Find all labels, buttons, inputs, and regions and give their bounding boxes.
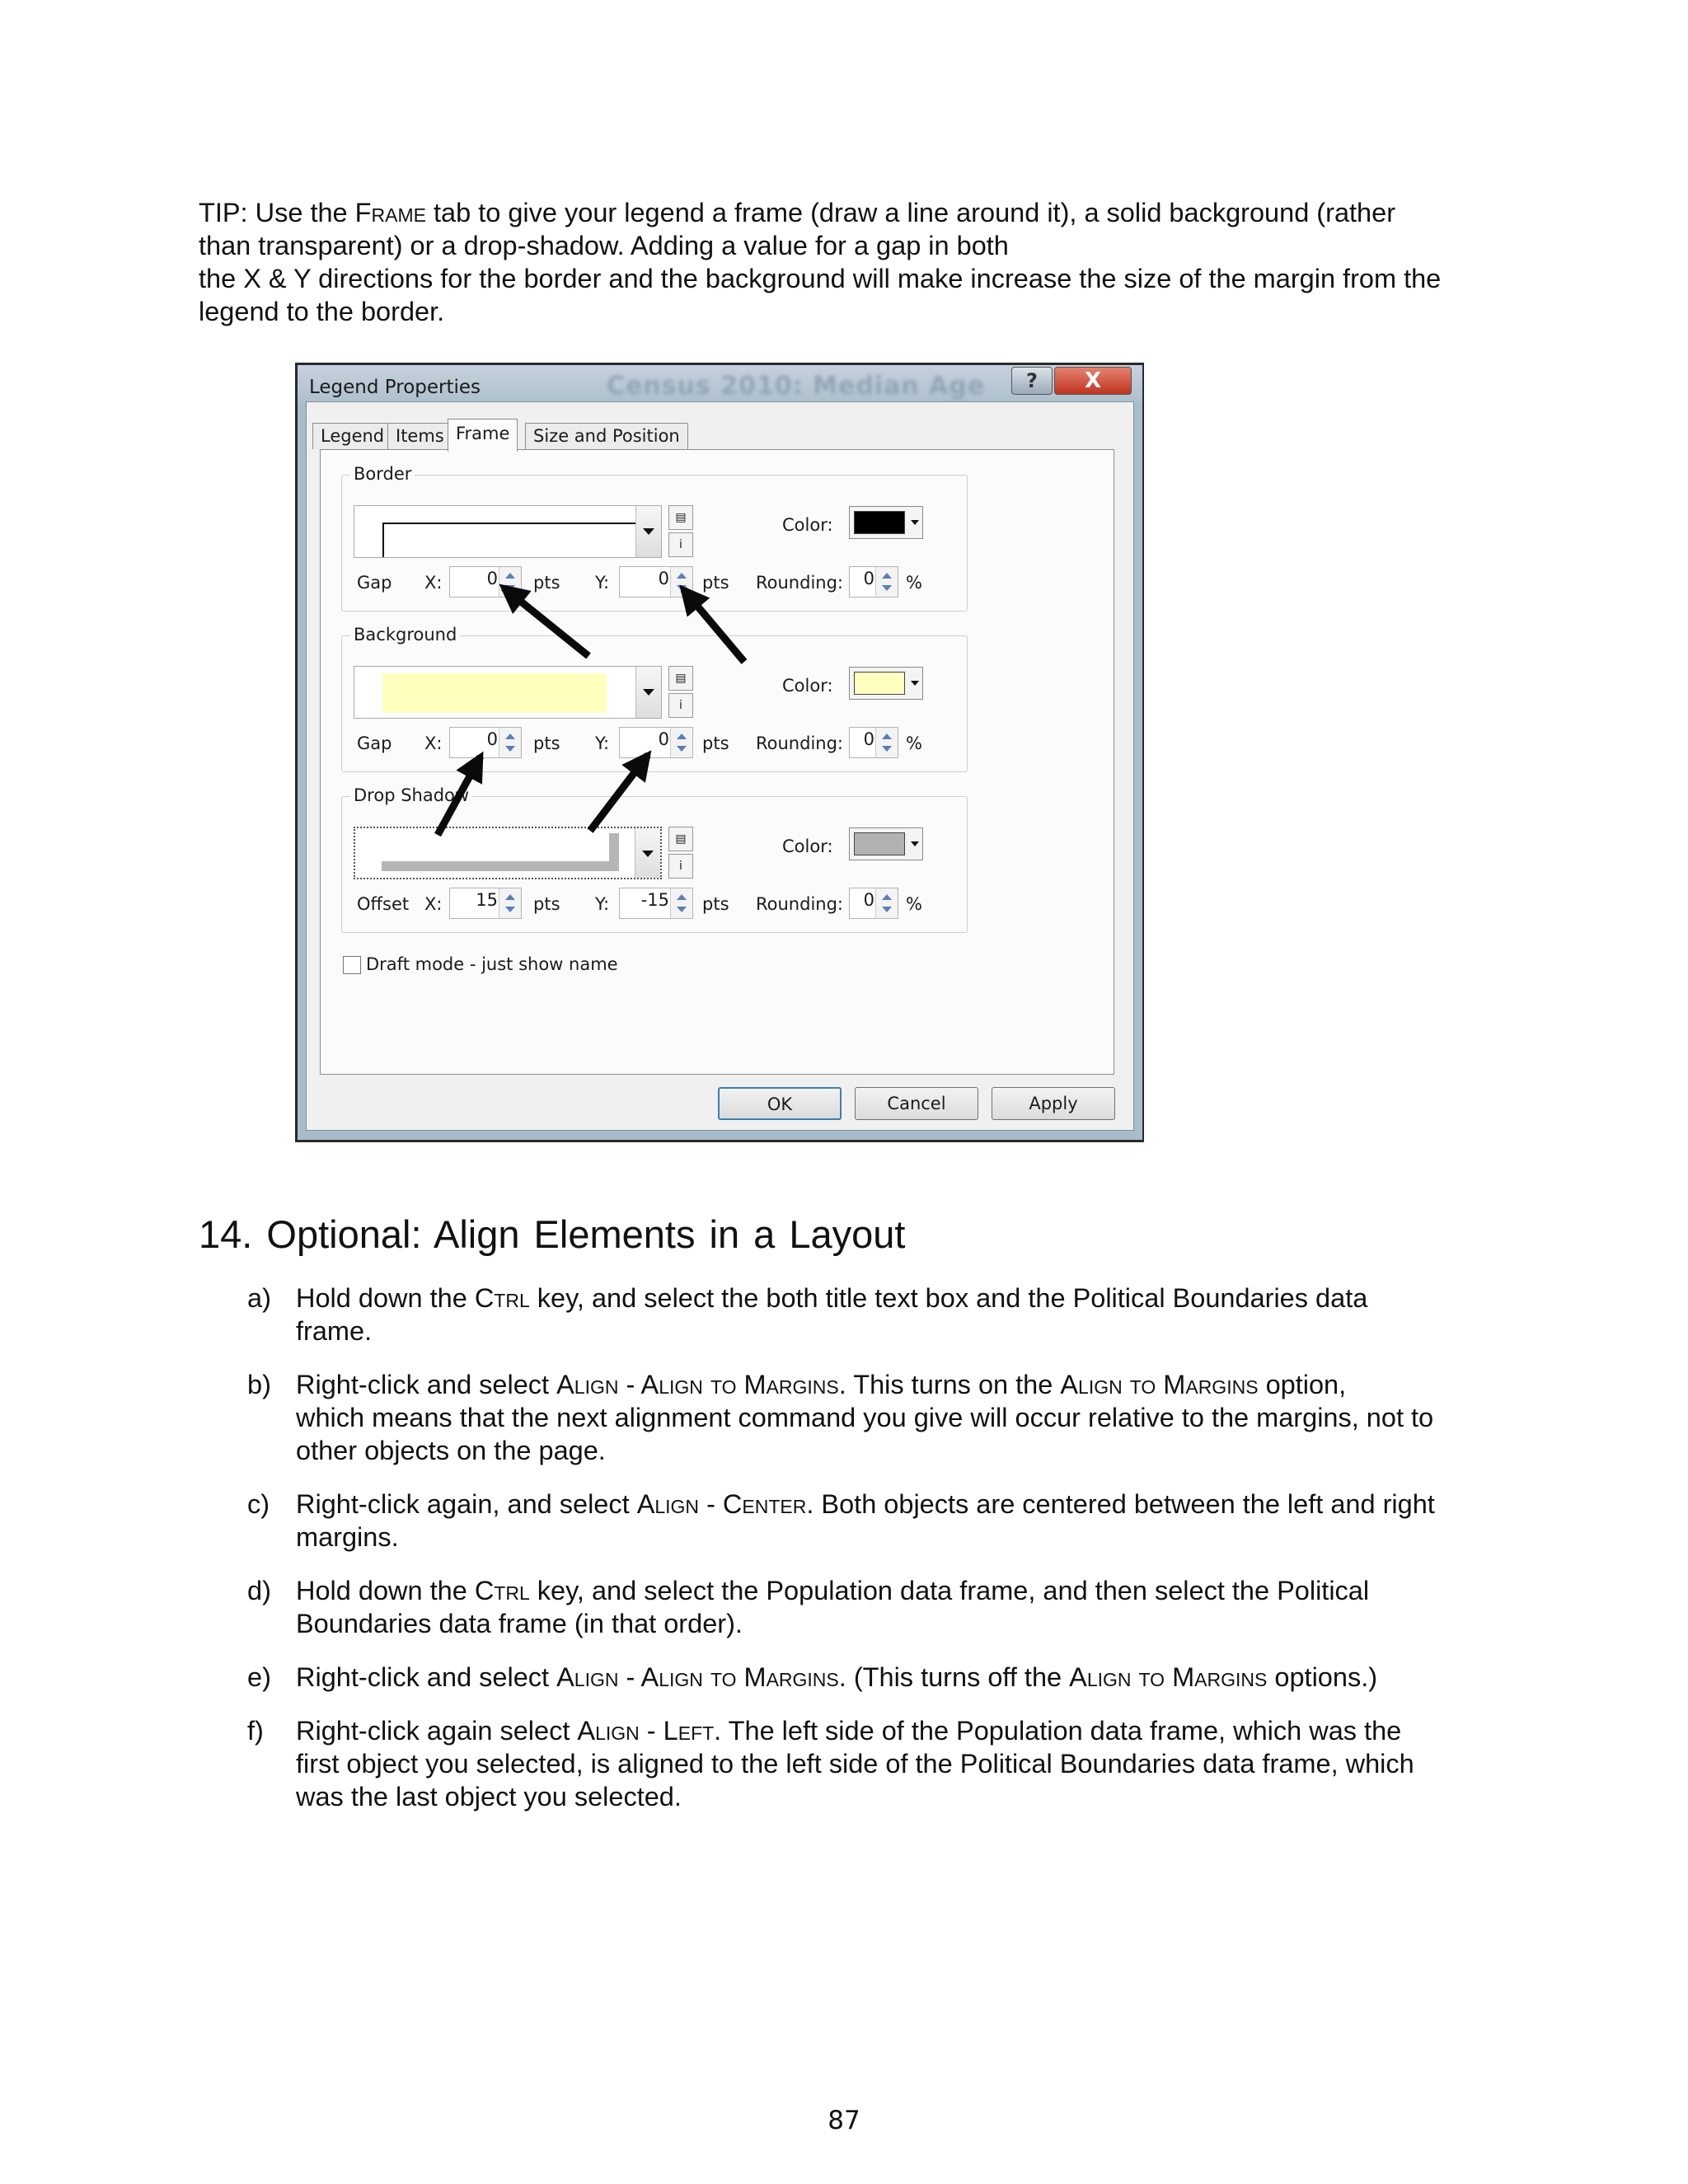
step-marker: b) <box>247 1370 271 1399</box>
text-segment: the X & Y directions for the border and the background will make increase the size of the margin from the <box>199 264 1442 293</box>
section-title: 14. Optional: Align Elements in a Layout <box>199 1212 906 1256</box>
step-marker: a) <box>247 1283 271 1313</box>
dialog-title: Legend Properties <box>309 377 481 398</box>
step-marker: c) <box>247 1489 270 1519</box>
step-text <box>296 1282 1507 1347</box>
arrow-background-gap-y <box>590 755 648 831</box>
border-x-value: 0 <box>486 569 498 588</box>
arrow-border-gap-x <box>504 588 588 656</box>
tab-frame[interactable]: Frame <box>448 419 518 452</box>
text-segment: which means that the next alignment command you give will occur relative to the margins, not to <box>296 1403 1434 1432</box>
ok-button[interactable]: OK <box>718 1087 842 1120</box>
text-line <box>296 1368 1507 1401</box>
text-line <box>296 1434 1507 1467</box>
annotation-arrows <box>298 365 1146 1145</box>
text-line <box>199 229 1501 262</box>
background-y-label: Y: <box>595 733 610 753</box>
border-group-title: Border <box>350 464 415 484</box>
background-x-label: X: <box>424 733 443 753</box>
background-y-value: 0 <box>658 729 669 749</box>
text-line <box>296 1661 1507 1694</box>
close-button[interactable]: X <box>1054 367 1132 395</box>
text-segment: margins. <box>296 1522 399 1552</box>
drop-shadow-y-value: -15 <box>640 890 669 910</box>
text-segment: other objects on the page. <box>296 1436 606 1465</box>
background-x-units: pts <box>533 733 560 753</box>
text-segment: Right-click and select <box>296 1662 557 1692</box>
arrow-border-gap-y <box>683 589 744 662</box>
border-rounding-unit: % <box>906 573 922 593</box>
text-line <box>199 196 1501 229</box>
text-line <box>199 295 1501 328</box>
drop-shadow-rounding-value: 0 <box>863 890 874 910</box>
step-marker: e) <box>247 1662 271 1692</box>
keyword-smallcaps: Align - Center <box>636 1489 807 1519</box>
drop-shadow-x-units: pts <box>533 894 560 914</box>
text-segment: legend to the border. <box>199 297 445 326</box>
symbol-info-icon[interactable]: i <box>668 854 693 879</box>
tab-size-and-position[interactable]: Size and Position <box>525 423 688 449</box>
border-rounding-value: 0 <box>863 569 874 588</box>
text-segment: Hold down the <box>296 1576 475 1605</box>
border-x-units: pts <box>533 573 560 593</box>
drop-shadow-x-value: 15 <box>476 890 498 910</box>
background-rounding-value: 0 <box>863 729 874 749</box>
text-line <box>296 1282 1507 1315</box>
text-segment: . This turns on the <box>838 1370 1061 1399</box>
text-segment: Right-click again select <box>296 1716 578 1746</box>
background-gap-label: Gap <box>357 733 392 753</box>
text-segment: tab to give your legend a frame (draw a line around it), a solid background (rather <box>425 198 1396 227</box>
text-segment: . (This turns off the <box>838 1662 1070 1692</box>
step-text <box>296 1661 1507 1694</box>
tip-paragraph <box>199 196 1501 328</box>
background-rounding-unit: % <box>906 733 922 753</box>
tab-legend[interactable]: Legend <box>312 423 392 449</box>
page-number: 87 <box>828 2106 860 2135</box>
border-gap-label: Gap <box>357 573 392 593</box>
step-marker: f) <box>247 1716 264 1746</box>
text-segment: Boundaries data frame (in that order). <box>296 1609 743 1638</box>
border-y-units: pts <box>702 573 729 593</box>
drop-shadow-gap-label: Offset <box>357 894 410 914</box>
tab-items[interactable]: Items <box>387 423 452 449</box>
text-segment: frame. <box>296 1316 373 1346</box>
drop-shadow-x-label: X: <box>424 894 443 914</box>
keyword-smallcaps: Ctrl <box>474 1283 530 1313</box>
text-segment: Hold down the <box>296 1283 475 1313</box>
text-segment: TIP: Use the <box>199 198 355 227</box>
keyword-smallcaps: Align - Left <box>577 1716 715 1746</box>
keyword-smallcaps: Align to Margins <box>1060 1370 1259 1399</box>
text-segment: Right-click and select <box>296 1370 557 1399</box>
step-text <box>296 1368 1507 1467</box>
text-line <box>199 262 1501 295</box>
keyword-smallcaps: Align - Align to Margins <box>556 1662 839 1692</box>
help-button[interactable]: ? <box>1011 367 1053 395</box>
drop-shadow-rounding-label: Rounding: <box>756 894 843 914</box>
background-x-value: 0 <box>486 729 498 749</box>
background-y-units: pts <box>702 733 729 753</box>
text-line <box>296 1488 1507 1521</box>
border-rounding-label: Rounding: <box>756 573 843 593</box>
symbol-info-icon[interactable]: i <box>668 693 693 718</box>
text-segment: first object you selected, is aligned to the left side of the Political Boundaries data frame, which <box>296 1749 1414 1779</box>
text-line <box>296 1714 1507 1747</box>
text-segment: . The left side of the Population data frame, which was the <box>714 1716 1402 1746</box>
symbol-properties-icon[interactable]: ▤ <box>668 505 693 530</box>
text-segment: Right-click again, and select <box>296 1489 637 1519</box>
symbol-info-icon[interactable]: i <box>668 532 693 557</box>
step-text <box>296 1574 1507 1640</box>
background-window-title: Census 2010: Median Age <box>607 372 986 401</box>
drop-shadow-color-label: Color: <box>782 837 833 856</box>
text-line <box>296 1747 1507 1780</box>
text-line <box>296 1574 1507 1607</box>
symbol-properties-icon[interactable]: ▤ <box>668 827 693 851</box>
drop-shadow-y-label: Y: <box>595 894 610 914</box>
symbol-properties-icon[interactable]: ▤ <box>668 666 693 691</box>
draft-mode-label: Draft mode - just show name <box>366 954 618 974</box>
text-segment: was the last object you selected. <box>296 1782 682 1811</box>
cancel-button[interactable]: Cancel <box>855 1087 978 1120</box>
drop-shadow-y-units: pts <box>702 894 729 914</box>
step-marker: d) <box>247 1576 271 1605</box>
border-y-label: Y: <box>595 573 610 593</box>
text-segment: option, <box>1258 1370 1347 1399</box>
text-segment: key, and select the Population data frame, and then select the Political <box>529 1576 1370 1605</box>
text-line <box>296 1607 1507 1640</box>
background-rounding-label: Rounding: <box>756 733 843 753</box>
text-line <box>296 1521 1507 1554</box>
apply-button[interactable]: Apply <box>992 1087 1115 1120</box>
keyword-smallcaps: Ctrl <box>474 1576 530 1605</box>
background-color-label: Color: <box>782 676 833 696</box>
background-group-title: Background <box>350 625 460 644</box>
border-color-label: Color: <box>782 515 833 535</box>
legend-properties-dialog <box>295 363 1144 1142</box>
text-segment: . Both objects are centered between the left and right <box>806 1489 1435 1519</box>
drop-shadow-group-title: Drop Shadow <box>350 785 472 805</box>
step-text <box>296 1714 1507 1813</box>
drop-shadow-rounding-unit: % <box>906 894 922 914</box>
arrow-background-gap-x <box>438 757 481 835</box>
text-line <box>296 1780 1507 1813</box>
border-x-label: X: <box>424 573 443 593</box>
text-segment: than transparent) or a drop-shadow. Adding a value for a gap in both <box>199 231 1009 260</box>
text-segment: options.) <box>1267 1662 1378 1692</box>
border-y-value: 0 <box>658 569 669 588</box>
keyword-smallcaps: Align to Margins <box>1069 1662 1268 1692</box>
text-line <box>296 1315 1507 1347</box>
keyword-smallcaps: Frame <box>354 198 426 227</box>
step-text <box>296 1488 1507 1554</box>
keyword-smallcaps: Align - Align to Margins <box>556 1370 839 1399</box>
text-line <box>296 1401 1507 1434</box>
text-segment: key, and select the both title text box and the Political Boundaries data <box>529 1283 1368 1313</box>
